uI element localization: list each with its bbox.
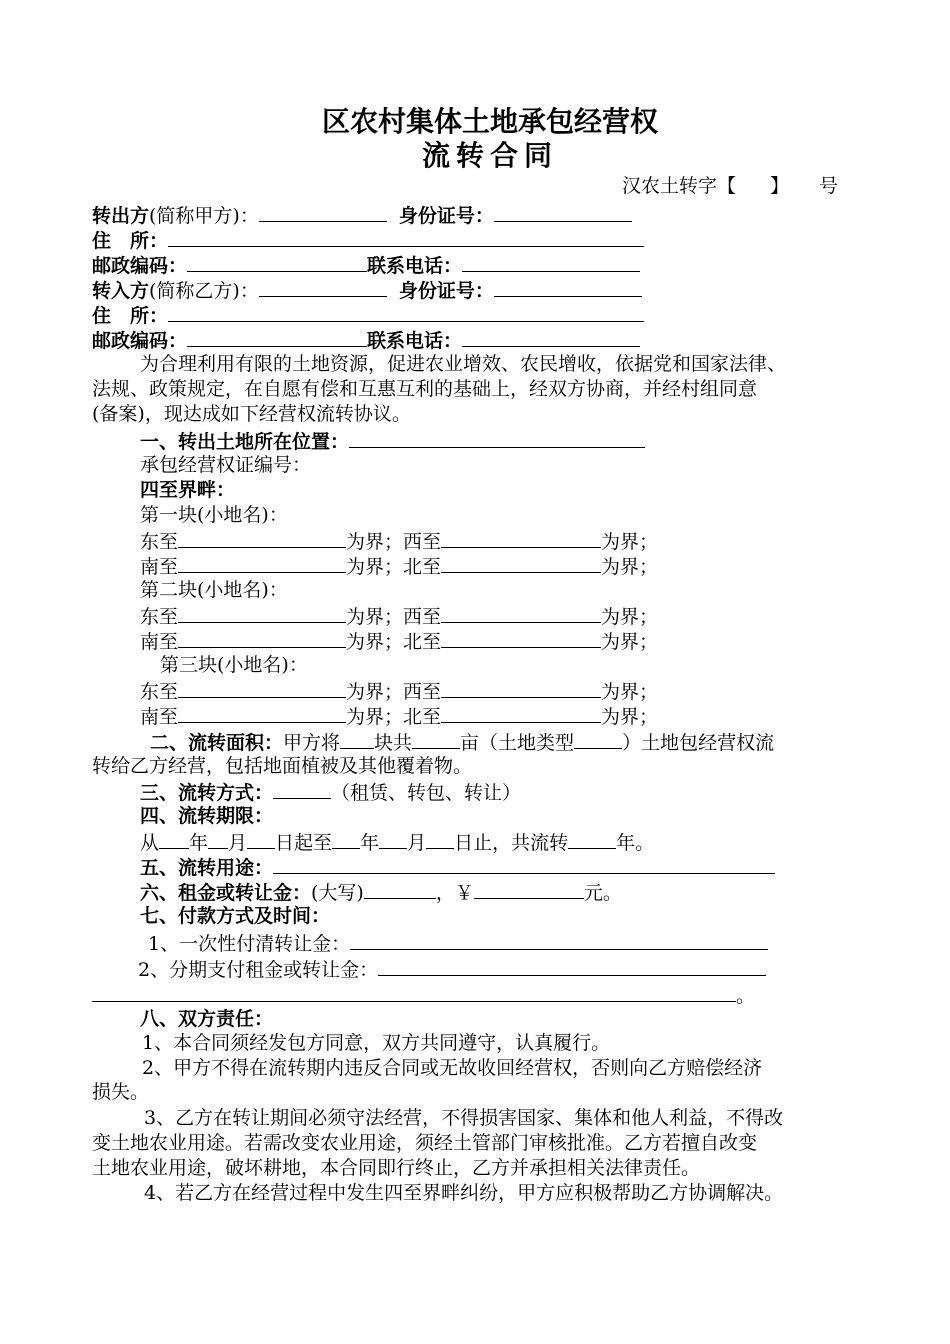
bound-label: 为界； bbox=[346, 556, 404, 578]
block-count-field[interactable] bbox=[340, 729, 374, 749]
bound-label: 为界； bbox=[601, 556, 659, 578]
party-b-postal-line bbox=[92, 327, 640, 353]
start-month-field[interactable] bbox=[208, 829, 228, 849]
from-label: 从 bbox=[140, 832, 160, 854]
area-field[interactable] bbox=[412, 729, 460, 749]
party-b-id-label: 身份证号： bbox=[398, 280, 494, 302]
year-label: 年 bbox=[360, 832, 380, 854]
block-3-south-field[interactable] bbox=[178, 703, 346, 723]
bound-label: 为界； bbox=[346, 706, 404, 728]
payment-item-2-label: 2、分期支付租金或转让金： bbox=[138, 959, 379, 981]
preamble-line-1: 为合理利用有限的土地资源，促进农业增效、农民增收，依据党和国家法律、 bbox=[140, 353, 787, 375]
party-a-address-line bbox=[92, 227, 644, 253]
month-label: 月 bbox=[228, 832, 248, 854]
bound-label: 为界； bbox=[346, 531, 404, 553]
transfer-mode-field[interactable] bbox=[273, 779, 331, 799]
bound-label: 为界； bbox=[346, 681, 404, 703]
start-day-field[interactable] bbox=[247, 829, 275, 849]
section4-heading: 四、流转期限： bbox=[140, 805, 274, 827]
block-3-east-west bbox=[140, 678, 658, 704]
party-a-id-field[interactable] bbox=[494, 202, 632, 222]
year-end-label: 年。 bbox=[616, 832, 655, 854]
party-b-phone-label: 联系电话： bbox=[367, 330, 463, 352]
duty-3-line-3: 土地农业用途，破坏耕地，本合同即行终止，乙方并承担相关法律责任。 bbox=[92, 1157, 701, 1179]
section2-line-2: 转给乙方经营，包括地面植被及其他覆着物。 bbox=[92, 755, 473, 777]
party-a-phone-field[interactable] bbox=[462, 252, 640, 272]
bound-label: 为界； bbox=[601, 606, 659, 628]
start-year-field[interactable] bbox=[159, 829, 189, 849]
section1-heading-line bbox=[140, 428, 645, 454]
doc-number-bracket: 】 bbox=[770, 175, 790, 197]
section2-text-1: 甲方将 bbox=[283, 732, 341, 754]
amount-caps-field[interactable] bbox=[364, 879, 436, 899]
party-b-postal-field[interactable] bbox=[187, 327, 367, 347]
east-label: 东至 bbox=[140, 531, 179, 553]
section6-line bbox=[140, 879, 622, 905]
west-label: 西至 bbox=[403, 681, 442, 703]
bound-label: 为界； bbox=[346, 606, 404, 628]
year-label: 年 bbox=[189, 832, 209, 854]
west-label: 西至 bbox=[403, 606, 442, 628]
block-2-north-field[interactable] bbox=[441, 628, 601, 648]
payment-continuation-line bbox=[92, 982, 755, 1008]
doc-number-prefix: 汉农土转字【 bbox=[622, 175, 737, 197]
doc-number-suffix: 号 bbox=[819, 175, 839, 197]
duty-2-line-2: 损失。 bbox=[92, 1081, 150, 1103]
party-a-postal-line bbox=[92, 252, 640, 278]
party-b-id-field[interactable] bbox=[494, 277, 642, 297]
title-line-1: 区农村集体土地承包经营权 bbox=[321, 105, 658, 138]
block-2-south-north bbox=[140, 628, 658, 654]
south-label: 南至 bbox=[140, 631, 179, 653]
caps-label: (大写) bbox=[311, 882, 364, 904]
party-a-address-label: 住 所： bbox=[92, 230, 169, 252]
north-label: 北至 bbox=[403, 556, 442, 578]
section1-heading: 一、转出土地所在位置： bbox=[140, 431, 350, 453]
block-1-label: 第一块(小地名)： bbox=[140, 504, 288, 526]
party-b-phone-field[interactable] bbox=[462, 327, 640, 347]
cert-number-label: 承包经营权证编号： bbox=[140, 454, 312, 476]
section8-heading: 八、双方责任： bbox=[140, 1008, 274, 1030]
month-label: 月 bbox=[407, 832, 427, 854]
bound-label: 为界； bbox=[601, 531, 659, 553]
party-a-postal-label: 邮政编码： bbox=[92, 255, 188, 277]
party-b-address-line bbox=[92, 302, 644, 328]
amount-numeric-field[interactable] bbox=[474, 879, 584, 899]
block-3-east-field[interactable] bbox=[178, 678, 346, 698]
party-b-role: 转入方 bbox=[92, 280, 150, 302]
end-year-field[interactable] bbox=[332, 829, 360, 849]
payment-item-2-line bbox=[138, 956, 766, 982]
duty-3-line-1: 3、乙方在转让期间必须守法经营，不得损害国家、集体和他人利益，不得改 bbox=[144, 1107, 784, 1129]
yen-sign: ￥ bbox=[454, 882, 474, 904]
block-1-south-north bbox=[140, 553, 658, 579]
north-label: 北至 bbox=[403, 706, 442, 728]
location-field[interactable] bbox=[349, 428, 645, 448]
party-a-role-note: (简称甲方)： bbox=[149, 205, 259, 227]
party-a-phone-label: 联系电话： bbox=[367, 255, 463, 277]
south-label: 南至 bbox=[140, 556, 179, 578]
section4-period-line bbox=[140, 829, 654, 855]
land-type-field[interactable] bbox=[574, 729, 622, 749]
unit-label: 元。 bbox=[583, 882, 622, 904]
duty-4: 4、若乙方在经营过程中发生四至界畔纠纷，甲方应积极帮助乙方协调解决。 bbox=[144, 1182, 784, 1204]
party-a-address-field[interactable] bbox=[168, 227, 644, 247]
south-label: 南至 bbox=[140, 706, 179, 728]
block-3-west-field[interactable] bbox=[441, 678, 601, 698]
block-2-south-field[interactable] bbox=[178, 628, 346, 648]
block-1-west-field[interactable] bbox=[441, 528, 601, 548]
party-a-line bbox=[92, 202, 632, 228]
bound-label: 为界； bbox=[601, 681, 659, 703]
section2-line-1 bbox=[150, 729, 774, 755]
preamble-line-2: 法规、政策规定，在自愿有偿和互惠互利的基础上，经双方协商，并经村组同意 bbox=[92, 378, 758, 400]
bound-label: 为界； bbox=[601, 631, 659, 653]
section5-line bbox=[140, 854, 775, 880]
party-b-postal-label: 邮政编码： bbox=[92, 330, 188, 352]
comma: ， bbox=[435, 882, 455, 904]
day-from-to-label: 日起至 bbox=[275, 832, 333, 854]
block-3-north-field[interactable] bbox=[441, 703, 601, 723]
payment-item-1-label: 1、一次性付清转让金： bbox=[148, 933, 351, 955]
section5-heading: 五、流转用途： bbox=[140, 857, 274, 879]
party-b-name-field[interactable] bbox=[259, 277, 387, 297]
usage-field[interactable] bbox=[273, 854, 775, 874]
north-label: 北至 bbox=[403, 631, 442, 653]
transfer-mode-options: （租赁、转包、转让） bbox=[331, 782, 522, 804]
boundary-heading: 四至界畔： bbox=[140, 479, 236, 501]
section3-heading: 三、流转方式： bbox=[140, 782, 274, 804]
bound-label: 为界； bbox=[601, 706, 659, 728]
block-3-south-north bbox=[140, 703, 658, 729]
party-a-postal-field[interactable] bbox=[187, 252, 367, 272]
east-label: 东至 bbox=[140, 681, 179, 703]
end-mark: 。 bbox=[736, 985, 756, 1007]
block-1-south-field[interactable] bbox=[178, 553, 346, 573]
party-b-line bbox=[92, 277, 642, 303]
party-b-address-label: 住 所： bbox=[92, 305, 169, 327]
duty-2-line-1: 2、甲方不得在流转期内违反合同或无故收回经营权，否则向乙方赔偿经济 bbox=[142, 1057, 763, 1079]
party-a-name-field[interactable] bbox=[259, 202, 387, 222]
east-label: 东至 bbox=[140, 606, 179, 628]
section3-line bbox=[140, 779, 521, 805]
party-a-id-label: 身份证号： bbox=[398, 205, 494, 227]
block-1-north-field[interactable] bbox=[441, 553, 601, 573]
party-a-role: 转出方 bbox=[92, 205, 150, 227]
block-3-label: 第三块(小地名)： bbox=[160, 654, 308, 676]
end-month-field[interactable] bbox=[379, 829, 407, 849]
total-years-field[interactable] bbox=[568, 829, 616, 849]
bound-label: 为界； bbox=[346, 631, 404, 653]
party-b-address-field[interactable] bbox=[168, 302, 644, 322]
block-2-label: 第二块(小地名)： bbox=[140, 579, 288, 601]
duty-1: 1、本合同须经发包方同意，双方共同遵守，认真履行。 bbox=[142, 1032, 611, 1054]
section2-heading: 二、流转面积： bbox=[150, 732, 284, 754]
block-1-east-field[interactable] bbox=[178, 528, 346, 548]
block-2-west-field[interactable] bbox=[441, 603, 601, 623]
preamble-line-3: (备案)，现达成如下经营权流转协议。 bbox=[92, 403, 411, 425]
block-2-east-field[interactable] bbox=[178, 603, 346, 623]
payment-item-2-field[interactable] bbox=[378, 956, 766, 976]
west-label: 西至 bbox=[403, 531, 442, 553]
section7-heading: 七、付款方式及时间： bbox=[140, 905, 331, 927]
section2-text-4: ）土地包经营权流 bbox=[622, 732, 775, 754]
section2-text-2: 块共 bbox=[374, 732, 413, 754]
day-until-label: 日止，共流转 bbox=[454, 832, 569, 854]
payment-item-1-field[interactable] bbox=[350, 930, 768, 950]
block-2-east-west bbox=[140, 603, 658, 629]
payment-item-1-line bbox=[148, 930, 768, 956]
duty-3-line-2: 变土地农业用途。若需改变农业用途，须经土管部门审核批准。乙方若擅自改变 bbox=[92, 1132, 758, 1154]
party-b-role-note: (简称乙方)： bbox=[149, 280, 259, 302]
end-day-field[interactable] bbox=[426, 829, 454, 849]
block-1-east-west bbox=[140, 528, 658, 554]
section6-heading: 六、租金或转让金： bbox=[140, 882, 312, 904]
title-line-2: 流转合同 bbox=[421, 139, 558, 172]
section2-text-3: 亩（土地类型 bbox=[460, 732, 575, 754]
doc-number bbox=[622, 174, 838, 198]
payment-continuation-field[interactable] bbox=[92, 982, 736, 1002]
